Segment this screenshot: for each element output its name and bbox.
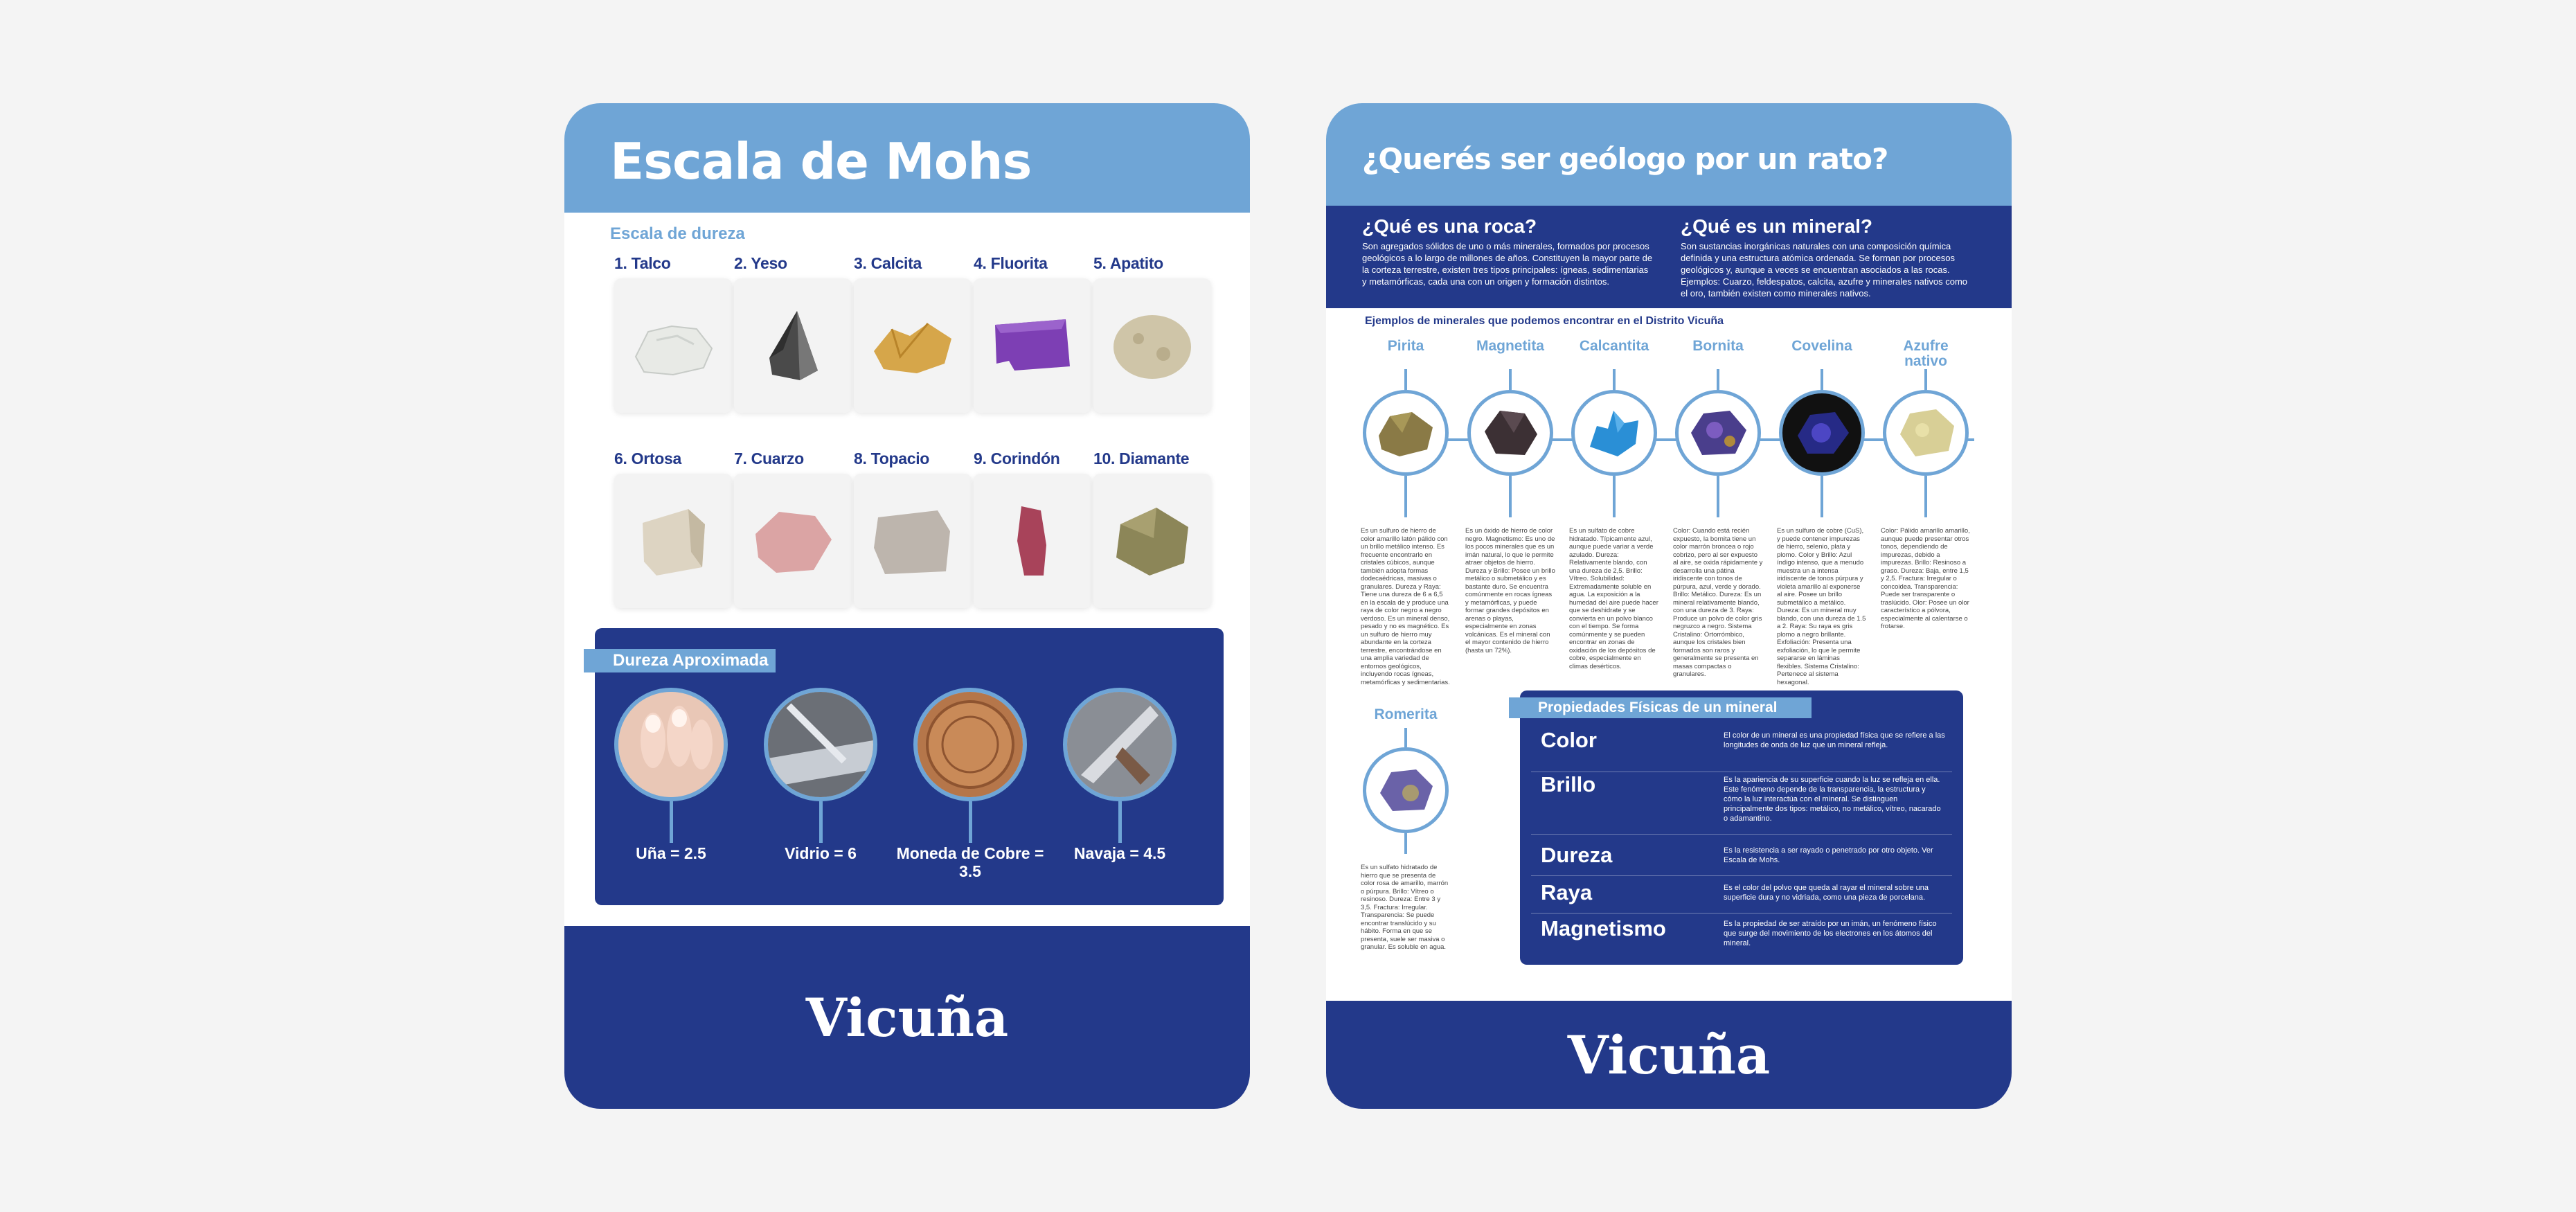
example-romerita bbox=[1361, 707, 1451, 952]
mineral-photo bbox=[614, 278, 732, 413]
property-row bbox=[1531, 728, 1952, 772]
connector-line bbox=[1404, 728, 1407, 747]
rock-definition bbox=[1362, 215, 1653, 287]
tool-copper-coin bbox=[894, 688, 1046, 880]
knife-photo bbox=[1063, 688, 1177, 801]
knife-icon bbox=[1067, 692, 1172, 797]
mineral-description: Es un sulfuro de cobre (CuS), y puede contener impurezas de hierro, selenio, plata y plomo. Color y Brillo: Azul índigo intenso, que a menudo muestra un a intensa iridiscente de tonos púrpura y violeta amarillo al exponerse al aire. Posee un brillo submetálico a metálico. Dureza: Es un mineral muy blando, con una dureza de 1.5 a 2. Raya: Su raya es gris plomo a negro brillante. Exfoliación: Presenta una exfoliación, lo que le permite separarse en láminas flexibles. Sistema Cristalino: Pertenece al sistema hexagonal. bbox=[1777, 527, 1866, 686]
mineral-photo bbox=[1883, 390, 1969, 476]
connector-line bbox=[1924, 476, 1927, 517]
example-pirita bbox=[1361, 339, 1451, 686]
card-footer bbox=[1326, 1001, 2012, 1109]
glass-icon bbox=[768, 692, 873, 797]
connector-line bbox=[1613, 476, 1616, 517]
tool-fingernail bbox=[595, 688, 747, 862]
mineral-apatito bbox=[1093, 254, 1211, 413]
mineral-photo bbox=[854, 278, 972, 413]
mineral-calcita bbox=[854, 254, 972, 413]
tool-knife bbox=[1044, 688, 1196, 862]
mineral-photo bbox=[1571, 390, 1657, 476]
property-name: Raya bbox=[1541, 880, 1593, 904]
gypsum-rock bbox=[749, 308, 837, 383]
mineral-description: Es un sulfato de cobre hidratado. Típicamente azul, aunque puede variar a verde azulado. Dureza: Relativamente blando, con una dureza de 2,5. Brillo: Vítreo. Solubilidad: Extremadamente soluble en agua. La exposición a la humedad del aire puede hacer que se deshidrate y se convierta en un polvo blanco con el tiempo. Se forma comúnmente y se pueden encontrar en zonas de oxidación de los depósitos de cobre, especialmente en climas desérticos. bbox=[1569, 527, 1658, 670]
mineral-photo bbox=[1779, 390, 1865, 476]
covellite-icon bbox=[1791, 405, 1853, 461]
property-name: Dureza bbox=[1541, 843, 1613, 867]
approx-hardness-title: Dureza Aproximada bbox=[584, 649, 776, 672]
bornite-icon bbox=[1687, 405, 1749, 461]
mineral-photo bbox=[974, 474, 1091, 608]
mineral-diamante bbox=[1093, 449, 1211, 608]
fingernail-photo bbox=[614, 688, 728, 801]
mineral-label: 2. Yeso bbox=[734, 254, 787, 272]
card-title: ¿Querés ser geólogo por un rato? bbox=[1362, 142, 1888, 176]
connector-line bbox=[1118, 801, 1122, 843]
mineral-photo bbox=[1467, 390, 1553, 476]
property-row bbox=[1531, 880, 1952, 914]
connector-line bbox=[1613, 369, 1616, 390]
mineral-name: Covelina bbox=[1791, 338, 1852, 354]
mineral-description: Color: Cuando está recién expuesto, la bornita tiene un color marrón broncea o rojo cobrizo, pero al ser expuesto al aire, se oxida rápidamente y desarrolla una pátina iridiscente con tonos de púrpura, azul, verde y dorado. Brillo: Metálico. Dureza: Es un mineral relativamente blando, con una dureza de 3. Raya: Produce un polvo de color gris negruzco a negro. Sistema Cristalino: Ortorrómbico, aunque los cristales bien formados son raros y generalmente se presenta en masas compactas o granulares. bbox=[1673, 527, 1763, 678]
hardness-scale-subtitle: Escala de dureza bbox=[610, 224, 745, 243]
sulfur-icon bbox=[1895, 405, 1957, 461]
mineral-photo bbox=[1675, 390, 1761, 476]
example-magnetita bbox=[1465, 339, 1555, 654]
rock-answer: Son agregados sólidos de uno o más minerales, formados por procesos geológicos a lo largo de millones de años. Constituyen la mayor parte de la corteza terrestre, existen tres tipos principales: ígneas, sedimentarias y metamórficas, cada una con un origen y formación distintos. bbox=[1362, 241, 1653, 287]
talc-rock bbox=[629, 308, 717, 383]
property-name: Magnetismo bbox=[1541, 916, 1666, 941]
pyrite-icon bbox=[1375, 405, 1437, 461]
mineral-name: Pirita bbox=[1387, 338, 1424, 354]
property-row bbox=[1531, 772, 1952, 835]
mineral-fluorita bbox=[974, 254, 1091, 413]
mineral-talco bbox=[614, 254, 732, 413]
mineral-photo bbox=[1093, 278, 1211, 413]
examples-title: Ejemplos de minerales que podemos encontrar en el Distrito Vicuña bbox=[1365, 315, 1724, 327]
property-row bbox=[1531, 843, 1952, 876]
mineral-definition bbox=[1681, 215, 1971, 299]
mineral-label: 7. Cuarzo bbox=[734, 449, 804, 467]
connector-line bbox=[1717, 369, 1719, 390]
tool-label: Moneda de Cobre = 3.5 bbox=[896, 844, 1044, 880]
mineral-description: Es un sulfato hidratado de hierro que se presenta de color rosa de amarillo, marrón o púrpura. Brillo: Vítreo o resinoso. Dureza: Entre 3 y 3,5. Fractura: Irregular. Transparencia: Se puede encontrar translúcido y su hábito. Forma en que se presenta, suele ser masiva o granular. Es soluble en agua. bbox=[1361, 864, 1449, 951]
connector-line bbox=[670, 801, 673, 843]
property-description: Es la propiedad de ser atraído por un imán, un fenómeno físico que surge del movimiento de los electrones en los átomos del mineral. bbox=[1724, 920, 1937, 947]
romerite-icon bbox=[1375, 763, 1437, 818]
card-header bbox=[1326, 103, 2012, 213]
example-covelina bbox=[1777, 339, 1867, 686]
definitions-band bbox=[1326, 206, 2012, 308]
mineral-ortosa bbox=[614, 449, 732, 608]
connector-line bbox=[969, 801, 972, 843]
mineral-corindon bbox=[974, 449, 1091, 608]
connector-line bbox=[1404, 369, 1407, 390]
connector-line bbox=[819, 801, 823, 843]
coin-icon bbox=[918, 692, 1023, 797]
example-bornita bbox=[1673, 339, 1763, 679]
mineral-label: 4. Fluorita bbox=[974, 254, 1048, 272]
mineral-photo bbox=[1363, 747, 1449, 833]
footer-brand: Vicuña bbox=[805, 986, 1009, 1049]
mineral-name: Magnetita bbox=[1476, 338, 1544, 354]
connector-line bbox=[1509, 476, 1512, 517]
property-row bbox=[1531, 916, 1952, 952]
connector-line bbox=[1924, 369, 1927, 390]
mineral-name: Calcantita bbox=[1579, 338, 1649, 354]
topaz-rock bbox=[868, 503, 957, 578]
mineral-photo bbox=[614, 474, 732, 608]
connector-line bbox=[1404, 833, 1407, 854]
mineral-label: 8. Topacio bbox=[854, 449, 930, 467]
mineral-name: Azufre nativo bbox=[1903, 338, 1949, 369]
corundum-rock bbox=[988, 503, 1077, 578]
tool-label: Uña = 2.5 bbox=[636, 844, 706, 862]
mineral-question: ¿Qué es un mineral? bbox=[1681, 215, 1872, 237]
connector-line bbox=[1821, 369, 1823, 390]
connector-line bbox=[1821, 476, 1823, 517]
mineral-label: 10. Diamante bbox=[1093, 449, 1190, 467]
chalcanthite-icon bbox=[1583, 405, 1645, 461]
fingernail-icon bbox=[618, 692, 724, 797]
mineral-name: Romerita bbox=[1374, 706, 1438, 722]
mineral-topacio bbox=[854, 449, 972, 608]
mineral-photo bbox=[974, 278, 1091, 413]
orthoclase-rock bbox=[629, 503, 717, 578]
mineral-yeso bbox=[734, 254, 852, 413]
mineral-label: 6. Ortosa bbox=[614, 449, 682, 467]
property-name: Brillo bbox=[1541, 772, 1596, 796]
rock-question: ¿Qué es una roca? bbox=[1362, 215, 1537, 237]
card-header bbox=[564, 103, 1250, 213]
property-description: Es la resistencia a ser rayado o penetrado por otro objeto. Ver Escala de Mohs. bbox=[1724, 846, 1933, 864]
mineral-answer: Son sustancias inorgánicas naturales con una composición química definida y una estructura atómica ordenada. Se forman por procesos geológicos y, aunque a veces se encuentran asociados a las rocas. Ejemplos: Cuarzo, feldespatos, calcita, azufre y minerales nativos como el oro, también existen como minerales nativos. bbox=[1681, 241, 1968, 298]
diamond-rock bbox=[1108, 503, 1197, 578]
connector-line bbox=[1509, 369, 1512, 390]
tool-glass bbox=[744, 688, 897, 862]
mineral-label: 5. Apatito bbox=[1093, 254, 1163, 272]
mineral-cuarzo bbox=[734, 449, 852, 608]
mineral-description: Color: Pálido amarillo amarillo, aunque puede presentar otros tonos, dependiendo de impurezas, debido a impurezas. Brillo: Resinoso a graso. Dureza: Baja, entre 1,5 y 2,5. Fractura: Irregular o concoidea. Transparencia: Puede ser transparente o traslúcido. Olor: Posee un olor característico a pólvora, especialmente al calentarse o frotarse. bbox=[1881, 527, 1970, 630]
example-calcantita bbox=[1569, 339, 1659, 670]
physical-properties-panel bbox=[1520, 690, 1963, 965]
property-name: Color bbox=[1541, 728, 1597, 752]
mineral-label: 9. Corindón bbox=[974, 449, 1060, 467]
property-description: El color de un mineral es una propiedad física que se refiere a las longitudes de onda de luz que un mineral refleja. bbox=[1724, 731, 1945, 749]
mineral-description: Es un óxido de hierro de color negro. Magnetismo: Es uno de los pocos minerales que es un imán natural, lo que le permite atraer objetos de hierro. Dureza y Brillo: Posee un brillo metálico o submetálico y es bastante duro. Se encuentra comúnmente en rocas ígneas y metamórficas, y puede formar grandes depósitos en arenas o playas, especialmente en zonas volcánicas. Es el mineral con el mayor contenido de hierro (hasta un 72%). bbox=[1465, 527, 1555, 654]
mineral-label: 3. Calcita bbox=[854, 254, 922, 272]
property-description: Es el color del polvo que queda al rayar el mineral sobre una superficie dura y no vidriada, como una pieza de porcelana. bbox=[1724, 884, 1929, 902]
quartz-rock bbox=[749, 503, 837, 578]
footer-brand: Vicuña bbox=[1567, 1024, 1771, 1086]
tool-label: Vidrio = 6 bbox=[785, 844, 857, 862]
geologist-card bbox=[1326, 103, 2012, 1109]
card-title: Escala de Mohs bbox=[610, 132, 1032, 190]
mohs-scale-card bbox=[564, 103, 1250, 1109]
mineral-photo bbox=[854, 474, 972, 608]
mineral-photo bbox=[1363, 390, 1449, 476]
tool-label: Navaja = 4.5 bbox=[1073, 844, 1166, 862]
mineral-photo bbox=[734, 474, 852, 608]
mineral-name: Bornita bbox=[1692, 338, 1744, 354]
connector-line bbox=[1717, 476, 1719, 517]
apatite-rock bbox=[1108, 308, 1197, 383]
connector-line bbox=[1404, 476, 1407, 517]
mineral-label: 1. Talco bbox=[614, 254, 671, 272]
glass-photo bbox=[764, 688, 877, 801]
fluorite-rock bbox=[988, 308, 1077, 383]
card-footer bbox=[564, 926, 1250, 1109]
calcite-rock bbox=[868, 308, 957, 383]
coin-photo bbox=[913, 688, 1027, 801]
mineral-photo bbox=[734, 278, 852, 413]
physical-properties-title: Propiedades Físicas de un mineral bbox=[1509, 697, 1812, 718]
example-azufre-nativo bbox=[1881, 339, 1971, 631]
approx-hardness-panel bbox=[595, 628, 1224, 905]
magnetite-icon bbox=[1479, 405, 1541, 461]
mineral-description: Es un sulfuro de hierro de color amarillo latón pálido con un brillo metálico intenso. Es frecuente encontrarlo en cristales cúbicos, aunque también adopta formas dodecaédricas, masivas o granulares. Dureza y Raya: Tiene una dureza de 6 a 6,5 en la escala de y produce una raya de color negro a negro verdoso. Es un mineral denso, pesado y no es magnético. Es un sulfuro de hierro muy abundante en la corteza terrestre, encontrándose en una amplia variedad de entornos geológicos, incluyendo rocas ígneas, metamórficas y sedimentarias. bbox=[1361, 527, 1450, 686]
property-description: Es la apariencia de su superficie cuando la luz se refleja en ella. Este fenómeno depende de la transparencia, la estructura y cómo la luz interactúa con el mineral. Se distinguen principalmente dos tipos: metálico, no metálico, vítreo, nacarado o adamantino. bbox=[1724, 776, 1941, 823]
mineral-photo bbox=[1093, 474, 1211, 608]
